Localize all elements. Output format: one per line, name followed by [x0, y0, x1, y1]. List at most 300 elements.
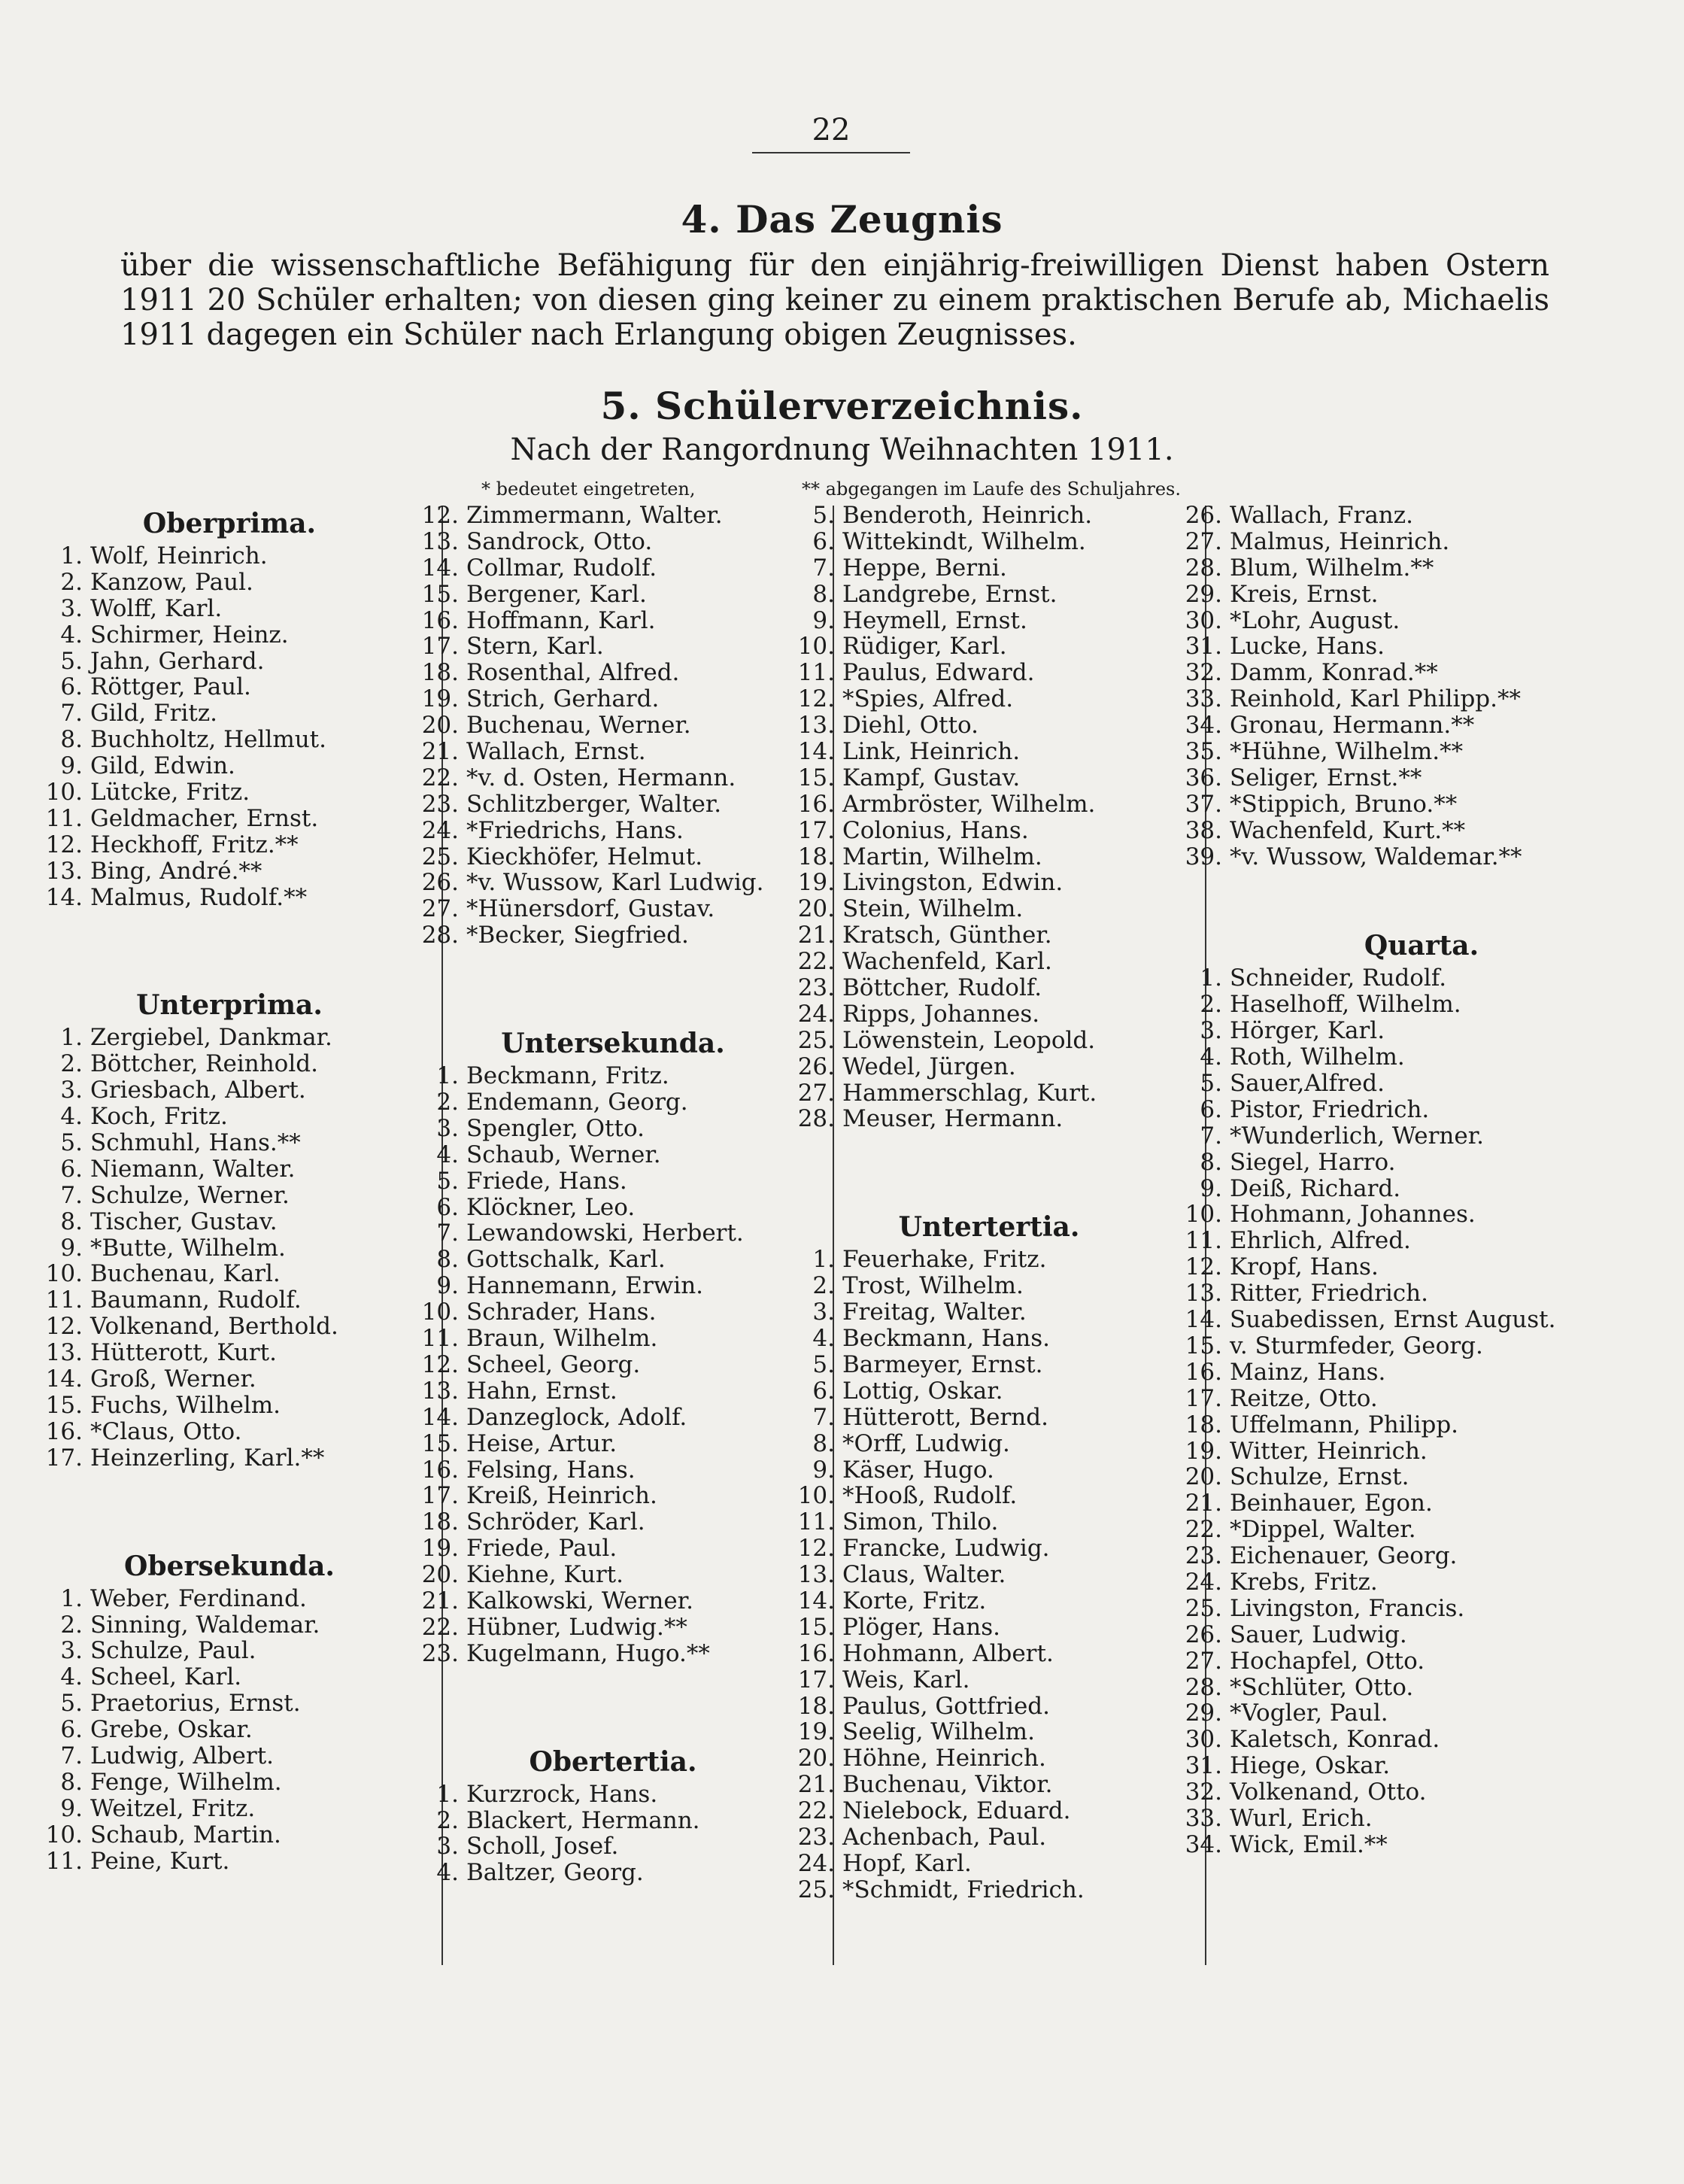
student-entry [1162, 1228, 1681, 1254]
student-number: 13. [45, 857, 83, 885]
student-name: *Friedrichs, Hans. [466, 816, 684, 844]
student-name: Bergener, Karl. [466, 580, 647, 608]
student-name: Simon, Thilo. [842, 1508, 999, 1536]
student-entry [1162, 844, 1681, 870]
student-name: Ehrlich, Alfred. [1230, 1227, 1411, 1255]
student-name: Wallach, Ernst. [466, 738, 646, 766]
student-name: *v. Wussow, Waldemar.** [1230, 843, 1522, 870]
student-name: Wachenfeld, Karl. [842, 948, 1052, 976]
student-name: Plöger, Hans. [842, 1613, 1000, 1641]
student-name: Eichenauer, Georg. [1230, 1542, 1458, 1570]
student-entry [23, 1769, 436, 1796]
student-name: Strich, Gerhard. [466, 685, 660, 713]
student-entry [1162, 765, 1681, 791]
student-entry [23, 779, 436, 806]
student-name: Korte, Fritz. [842, 1587, 987, 1614]
student-entry [775, 1247, 1203, 1273]
student-name: Wick, Emil.** [1230, 1830, 1388, 1858]
student-entry [23, 885, 436, 911]
student-entry [399, 1116, 827, 1142]
student-entry [1162, 1438, 1681, 1465]
student-number: 15. [421, 580, 459, 608]
student-number: 23. [797, 1823, 835, 1851]
student-number: 34. [1185, 1830, 1222, 1858]
student-number: 16. [421, 606, 459, 634]
student-number: 21. [797, 922, 835, 949]
student-number: 23. [1185, 1542, 1222, 1570]
student-name: Collmar, Rudolf. [466, 554, 657, 582]
student-entry [1162, 1176, 1681, 1202]
student-name: Schulze, Ernst. [1230, 1463, 1409, 1491]
section-5-heading: 5. Schülerverzeichnis. [600, 384, 1084, 428]
student-number: 16. [1185, 1358, 1222, 1386]
student-entry [399, 1431, 827, 1457]
student-name: Hohmann, Albert. [842, 1639, 1054, 1667]
student-name: Sandrock, Otto. [466, 527, 653, 555]
student-name: Blackert, Hermann. [466, 1806, 700, 1834]
student-number: 20. [1185, 1463, 1222, 1491]
student-name: Reitze, Otto. [1230, 1384, 1378, 1412]
student-entry [1162, 1517, 1681, 1543]
student-number: 16. [797, 790, 835, 818]
student-name: Freitag, Walter. [842, 1299, 1027, 1326]
student-entry [399, 503, 827, 529]
student-entry [399, 1860, 827, 1886]
student-number: 23. [421, 1639, 459, 1667]
student-name: Hütterott, Kurt. [90, 1339, 277, 1367]
student-name: Tischer, Gustav. [90, 1207, 278, 1235]
student-entry [399, 1509, 827, 1535]
student-number: 12. [1185, 1253, 1222, 1281]
student-name: Livingston, Francis. [1230, 1594, 1465, 1622]
student-number: 17. [797, 1666, 835, 1693]
student-name: *Butte, Wilhelm. [90, 1234, 286, 1262]
student-entry [1162, 1071, 1681, 1097]
student-number: 17. [797, 816, 835, 844]
student-entry [1162, 1386, 1681, 1412]
student-name: Wachenfeld, Kurt.** [1230, 816, 1466, 844]
student-number: 20. [421, 712, 459, 740]
student-entry [23, 1445, 436, 1472]
student-name: Suabedissen, Ernst August. [1230, 1306, 1556, 1334]
student-name: Colonius, Hans. [842, 816, 1029, 844]
student-number: 26. [421, 869, 459, 897]
student-entry [23, 1419, 436, 1445]
student-number: 25. [1185, 1594, 1222, 1622]
student-entry [775, 1378, 1203, 1405]
column-4 [1162, 503, 1681, 1858]
student-entry [1162, 1464, 1681, 1490]
student-number: 31. [1185, 633, 1222, 661]
student-number: 16. [797, 1639, 835, 1667]
student-entry [775, 1535, 1203, 1562]
student-name: Kratsch, Günther. [842, 922, 1052, 949]
student-name: Pistor, Friedrich. [1230, 1095, 1430, 1123]
student-name: Endemann, Georg. [466, 1089, 688, 1116]
student-entry [399, 739, 827, 765]
student-name: Wittekindt, Wilhelm. [842, 527, 1086, 555]
student-entry [775, 1431, 1203, 1457]
student-entry [399, 1063, 827, 1089]
student-number: 37. [1185, 790, 1222, 818]
student-number: 4. [60, 1103, 83, 1131]
legend-joined: * bedeutet eingetreten, [481, 478, 696, 500]
student-name: *Schmidt, Friedrich. [842, 1876, 1085, 1903]
student-name: Käser, Hugo. [842, 1456, 994, 1484]
student-name: Baumann, Rudolf. [90, 1286, 302, 1314]
student-number: 5. [60, 647, 83, 675]
student-number: 7. [812, 1403, 835, 1431]
student-entry [775, 1483, 1203, 1509]
student-name: Hochapfel, Otto. [1230, 1647, 1425, 1675]
student-entry [775, 765, 1203, 791]
student-name: Schneider, Rudolf. [1230, 964, 1447, 992]
student-number: 19. [797, 869, 835, 897]
student-number: 24. [797, 1000, 835, 1028]
student-number: 17. [1185, 1384, 1222, 1412]
student-entry [23, 1822, 436, 1848]
student-number: 13. [797, 712, 835, 740]
student-number: 4. [60, 621, 83, 649]
student-entry [775, 686, 1203, 712]
student-number: 21. [421, 1587, 459, 1614]
student-entry [399, 1195, 827, 1221]
student-number: 16. [45, 1417, 83, 1445]
student-number: 20. [421, 1561, 459, 1589]
student-number: 14. [797, 738, 835, 766]
student-number: 14. [421, 554, 459, 582]
student-number: 22. [421, 1613, 459, 1641]
class-title-obertertia: Obertertia. [529, 1745, 697, 1778]
student-name: Schrader, Hans. [466, 1299, 657, 1326]
student-name: Heinzerling, Karl.** [90, 1444, 325, 1472]
student-entry [1162, 1569, 1681, 1596]
student-name: Reinhold, Karl Philipp.** [1230, 685, 1522, 713]
student-entry [399, 582, 827, 608]
student-name: *Wunderlich, Werner. [1230, 1122, 1484, 1150]
student-entry [775, 1641, 1203, 1667]
student-name: Achenbach, Paul. [842, 1823, 1047, 1851]
student-entry [399, 686, 827, 712]
student-name: Francke, Ludwig. [842, 1535, 1050, 1563]
student-entry [1162, 633, 1681, 660]
student-entry [775, 582, 1203, 608]
student-number: 27. [1185, 1647, 1222, 1675]
student-entry [775, 870, 1203, 896]
student-name: Gottschalk, Karl. [466, 1246, 666, 1274]
student-number: 10. [45, 779, 83, 806]
student-number: 3. [436, 1833, 459, 1861]
student-number: 6. [60, 1716, 83, 1744]
student-name: Gronau, Hermann.** [1230, 712, 1475, 740]
student-number: 28. [421, 922, 459, 949]
student-name: Wolff, Karl. [90, 594, 223, 622]
student-number: 17. [421, 1482, 459, 1510]
student-entry [23, 570, 436, 596]
student-entry [1162, 791, 1681, 818]
student-entry [1162, 1596, 1681, 1622]
student-entry [399, 1273, 827, 1299]
student-name: Malmus, Heinrich. [1230, 527, 1450, 555]
student-entry [23, 1743, 436, 1769]
student-number: 14. [421, 1403, 459, 1431]
student-entry [399, 1247, 827, 1273]
class-title-oberprima: Oberprima. [142, 508, 317, 539]
student-number: 10. [45, 1821, 83, 1848]
student-number: 15. [421, 1429, 459, 1457]
student-number: 17. [421, 633, 459, 661]
student-number: 25. [421, 843, 459, 870]
class-title-untersekunda: Untersekunda. [501, 1028, 725, 1060]
student-number: 21. [421, 738, 459, 766]
student-number: 19. [421, 685, 459, 713]
student-name: Koch, Fritz. [90, 1103, 228, 1131]
student-number: 4. [60, 1663, 83, 1691]
student-entry [775, 844, 1203, 870]
student-name: Röttger, Paul. [90, 673, 251, 701]
student-name: Scheel, Georg. [466, 1350, 641, 1378]
student-entry [23, 649, 436, 675]
student-number: 4. [436, 1141, 459, 1168]
student-name: Stein, Wilhelm. [842, 895, 1024, 923]
student-list-untersekunda [399, 1063, 827, 1666]
student-entry [399, 1326, 827, 1352]
student-entry [775, 1877, 1203, 1903]
student-number: 8. [60, 1768, 83, 1796]
student-name: Schröder, Karl. [466, 1508, 645, 1536]
student-name: Rüdiger, Karl. [842, 633, 1007, 661]
student-entry [23, 1586, 436, 1612]
student-name: Grebe, Oskar. [90, 1716, 253, 1744]
student-number: 15. [1185, 1332, 1222, 1359]
student-entry [1162, 1622, 1681, 1648]
student-entry [399, 870, 827, 896]
student-number: 1. [1200, 964, 1222, 992]
student-number: 10. [797, 633, 835, 661]
student-number: 34. [1185, 712, 1222, 740]
student-number: 12. [421, 502, 459, 529]
student-number: 5. [60, 1690, 83, 1718]
student-number: 7. [1200, 1122, 1222, 1150]
student-entry [399, 633, 827, 660]
student-number: 32. [1185, 1778, 1222, 1806]
student-entry [775, 1326, 1203, 1352]
student-name: Kiehne, Kurt. [466, 1561, 624, 1589]
student-name: Groß, Werner. [90, 1365, 256, 1393]
student-number: 22. [421, 764, 459, 791]
student-entry [23, 543, 436, 570]
legend [481, 478, 1181, 500]
student-number: 19. [421, 1535, 459, 1563]
student-name: Livingston, Edwin. [842, 869, 1063, 897]
student-number: 1. [812, 1246, 835, 1274]
student-entry [1162, 608, 1681, 634]
student-entry [775, 608, 1203, 634]
student-entry [1162, 965, 1681, 992]
student-entry [1162, 1700, 1681, 1727]
student-entry [775, 555, 1203, 582]
student-name: *Becker, Siegfried. [466, 922, 689, 949]
student-name: Armbröster, Wilhelm. [842, 790, 1096, 818]
student-entry [399, 1782, 827, 1808]
student-name: Seliger, Ernst.** [1230, 764, 1422, 791]
student-name: Buchenau, Viktor. [842, 1771, 1053, 1799]
student-name: Schirmer, Heinz. [90, 621, 289, 649]
student-number: 20. [797, 895, 835, 923]
student-number: 11. [1185, 1227, 1222, 1255]
student-entry [399, 765, 827, 791]
student-number: 27. [797, 1079, 835, 1107]
student-number: 36. [1185, 764, 1222, 791]
page-number: 22 [752, 113, 910, 153]
student-name: Beckmann, Hans. [842, 1325, 1051, 1353]
student-name: Landgrebe, Ernst. [842, 580, 1057, 608]
student-entry [775, 1457, 1203, 1484]
student-number: 11. [45, 1847, 83, 1875]
student-number: 4. [1200, 1043, 1222, 1071]
student-number: 11. [421, 1325, 459, 1353]
student-number: 7. [60, 700, 83, 727]
student-name: *Claus, Otto. [90, 1417, 242, 1445]
student-number: 6. [60, 673, 83, 701]
student-number: 1. [436, 1780, 459, 1808]
student-name: *Hooß, Rudolf. [842, 1482, 1018, 1510]
student-entry [1162, 818, 1681, 844]
student-name: Heise, Artur. [466, 1429, 617, 1457]
student-name: Hoffmann, Karl. [466, 606, 656, 634]
student-number: 7. [812, 554, 835, 582]
student-name: Schaub, Martin. [90, 1821, 281, 1848]
student-number: 18. [797, 1692, 835, 1720]
student-name: *Dippel, Walter. [1230, 1516, 1416, 1544]
student-entry [775, 660, 1203, 686]
student-entry [775, 1106, 1203, 1132]
student-name: Griesbach, Albert. [90, 1077, 306, 1104]
student-name: Deiß, Richard. [1230, 1174, 1401, 1202]
student-name: Wurl, Erich. [1230, 1804, 1373, 1832]
student-entry [775, 1299, 1203, 1326]
student-number: 18. [1185, 1411, 1222, 1438]
student-entry [399, 555, 827, 582]
student-number: 3. [60, 594, 83, 622]
student-number: 39. [1185, 843, 1222, 870]
student-entry [1162, 1779, 1681, 1806]
student-number: 32. [1185, 659, 1222, 687]
student-entry [23, 832, 436, 858]
student-list-untertertia-continued [1162, 503, 1681, 870]
student-name: Kropf, Hans. [1230, 1253, 1379, 1281]
student-number: 1. [60, 1584, 83, 1612]
student-entry [775, 1824, 1203, 1851]
student-name: Link, Heinrich. [842, 738, 1021, 766]
student-name: Jahn, Gerhard. [90, 647, 265, 675]
student-entry [775, 1080, 1203, 1107]
student-entry [399, 1833, 827, 1860]
student-entry [23, 1612, 436, 1639]
student-name: Kugelmann, Hugo.** [466, 1639, 710, 1667]
student-number: 11. [45, 1286, 83, 1314]
student-name: Lewandowski, Herbert. [466, 1220, 744, 1247]
student-number: 7. [60, 1742, 83, 1769]
student-number: 13. [421, 1377, 459, 1405]
student-number: 11. [45, 804, 83, 832]
student-name: Kaletsch, Konrad. [1230, 1726, 1440, 1754]
student-name: Gild, Edwin. [90, 752, 235, 780]
student-entry [1162, 686, 1681, 712]
student-entry [399, 844, 827, 870]
student-number: 2. [436, 1806, 459, 1834]
student-entry [399, 791, 827, 818]
student-name: Niemann, Walter. [90, 1155, 296, 1183]
student-number: 15. [797, 1613, 835, 1641]
student-entry [775, 1054, 1203, 1080]
student-number: 22. [1185, 1516, 1222, 1544]
student-name: Wedel, Jürgen. [842, 1053, 1016, 1080]
student-entry [775, 1588, 1203, 1614]
student-number: 9. [60, 1794, 83, 1822]
student-number: 7. [436, 1220, 459, 1247]
student-number: 1. [436, 1062, 459, 1090]
student-entry [1162, 555, 1681, 582]
student-name: Hahn, Ernst. [466, 1377, 617, 1405]
student-entry [399, 1405, 827, 1431]
student-name: Buchenau, Karl. [90, 1260, 281, 1288]
student-number: 15. [797, 764, 835, 791]
student-number: 24. [421, 816, 459, 844]
student-number: 10. [797, 1482, 835, 1510]
student-name: Beinhauer, Egon. [1230, 1490, 1433, 1517]
student-entry [1162, 1543, 1681, 1569]
student-entry [399, 922, 827, 949]
student-number: 14. [45, 883, 83, 911]
student-entry [399, 1089, 827, 1116]
student-entry [23, 1664, 436, 1690]
student-entry [23, 753, 436, 779]
column-3 [775, 503, 1203, 1903]
student-entry [399, 1220, 827, 1247]
student-entry [1162, 1753, 1681, 1779]
student-number: 25. [797, 1026, 835, 1054]
student-number: 8. [60, 1207, 83, 1235]
student-entry [1162, 503, 1681, 529]
student-number: 22. [797, 948, 835, 976]
student-number: 6. [812, 1377, 835, 1405]
student-number: 11. [797, 1508, 835, 1536]
student-name: Hiege, Oskar. [1230, 1752, 1391, 1780]
student-number: 5. [60, 1129, 83, 1157]
student-list-untertertia [775, 1247, 1203, 1903]
student-number: 16. [421, 1456, 459, 1484]
student-entry [775, 1614, 1203, 1641]
student-number: 13. [421, 527, 459, 555]
student-entry [775, 1273, 1203, 1299]
student-entry [1162, 1307, 1681, 1333]
student-entry [23, 1261, 436, 1287]
student-entry [399, 896, 827, 922]
student-entry [1162, 1675, 1681, 1701]
student-name: Hübner, Ludwig.** [466, 1613, 687, 1641]
student-name: Zimmermann, Walter. [466, 502, 723, 529]
student-entry [23, 1690, 436, 1717]
student-number: 13. [45, 1339, 83, 1367]
student-number: 28. [1185, 1673, 1222, 1701]
student-entry [775, 1693, 1203, 1720]
student-entry [1162, 1806, 1681, 1832]
student-number: 12. [421, 1350, 459, 1378]
student-number: 26. [1185, 1621, 1222, 1648]
student-number: 26. [1185, 502, 1222, 529]
student-name: Wolf, Heinrich. [90, 542, 268, 570]
